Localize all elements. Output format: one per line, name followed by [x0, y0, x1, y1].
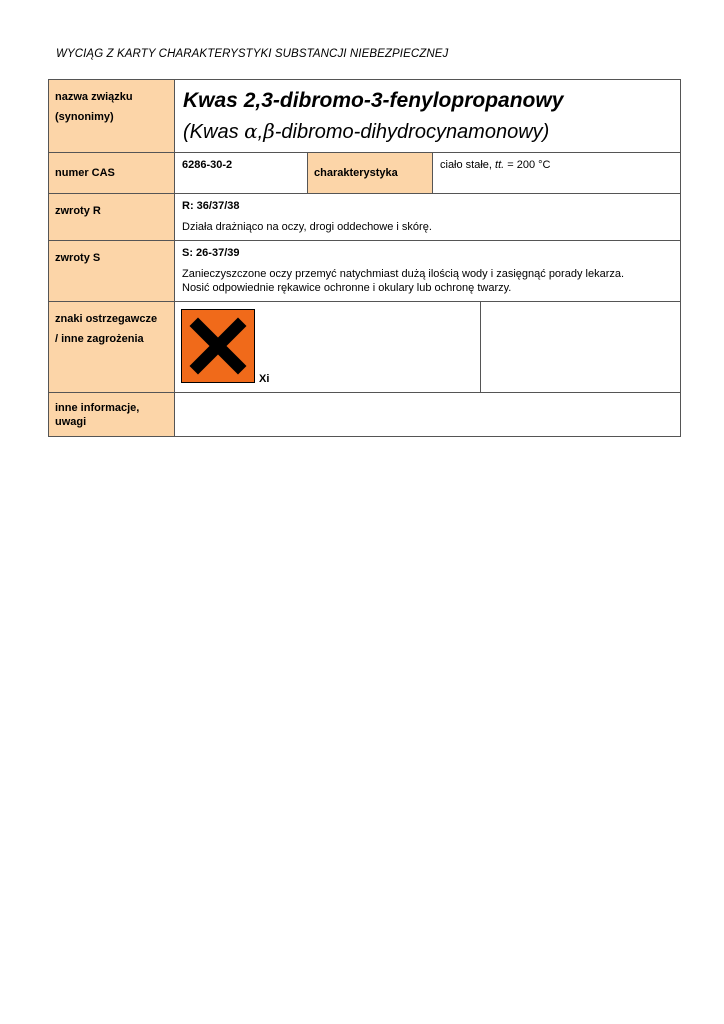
- compound-row: [49, 80, 681, 153]
- hazard-symbol-cell: [175, 302, 481, 393]
- r-phrases-cell: [175, 194, 681, 241]
- document-header: WYCIĄG Z KARTY CHARAKTERYSTYKI SUBSTANCJI NIEBEZPIECZNEJ: [56, 48, 449, 60]
- synonym-separator: ,: [257, 121, 264, 143]
- hazard-code-label: Xi: [259, 373, 270, 385]
- other-info-value: [175, 393, 681, 437]
- hazards-row: [49, 302, 681, 393]
- characteristics-value: [433, 153, 681, 194]
- hazards-label-line2: / inne zagrożenia: [55, 333, 144, 345]
- s-phrases-label: zwroty S: [49, 241, 175, 302]
- r-phrases-row: [49, 194, 681, 241]
- safety-data-table: [48, 79, 681, 437]
- compound-name-label: nazwa związku: [55, 91, 133, 103]
- greek-alpha: α: [244, 119, 258, 143]
- greek-beta: β: [263, 119, 275, 143]
- r-phrases-code: R: 36/37/38: [182, 200, 240, 212]
- s-phrases-cell: [175, 241, 681, 302]
- compound-synonym: [183, 117, 672, 146]
- characteristics-label: charakterystyka: [308, 153, 433, 194]
- synonym-prefix: (Kwas: [183, 121, 245, 143]
- s-phrases-row: [49, 241, 681, 302]
- compound-name: Kwas 2,3-dibromo-3-fenylopropanowy: [183, 89, 564, 112]
- char-melting-point: = 200 °C: [504, 159, 551, 171]
- hazards-label-line1: znaki ostrzegawcze: [55, 313, 158, 325]
- compound-synonyms-label: (synonimy): [55, 111, 114, 123]
- s-phrases-line2: Nosić odpowiednie rękawice ochronne i okulary lub ochronę twarzy.: [182, 282, 512, 294]
- cas-number: 6286-30-2: [175, 153, 308, 194]
- cas-label: numer CAS: [49, 153, 175, 194]
- char-state: ciało stałe,: [440, 159, 496, 171]
- cas-row: [49, 153, 681, 194]
- compound-value-cell: [175, 80, 681, 153]
- r-phrases-text: Działa drażniąco na oczy, drogi oddechowe i skórę.: [182, 221, 432, 233]
- irritant-x-icon: [181, 309, 255, 383]
- char-tt-abbrev: tt.: [495, 159, 505, 171]
- hazards-label: [49, 302, 175, 393]
- other-info-row: [49, 393, 681, 437]
- s-phrases-line1: Zanieczyszczone oczy przemyć natychmiast dużą ilością wody i zasięgnąć porady lekarza.: [182, 268, 625, 280]
- r-phrases-label: zwroty R: [49, 194, 175, 241]
- compound-label-cell: [49, 80, 175, 153]
- s-phrases-code: S: 26-37/39: [182, 247, 240, 259]
- other-info-label: inne informacje, uwagi: [49, 393, 175, 437]
- hazard-other-cell: [481, 302, 681, 393]
- synonym-suffix: -dibromo-dihydrocynamonowy): [274, 121, 550, 143]
